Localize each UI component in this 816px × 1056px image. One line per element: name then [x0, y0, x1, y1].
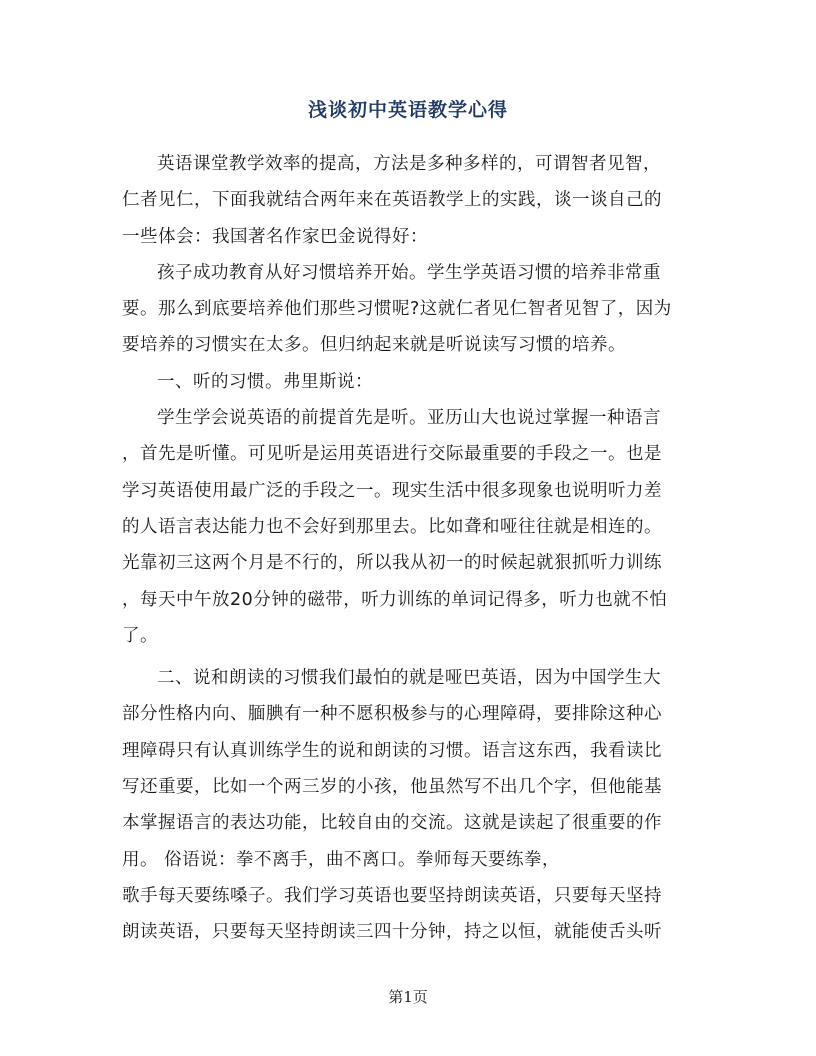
text-line: 一、听的习惯。弗里斯说： [157, 371, 373, 392]
text-line: 要。那么到底要培养他们那些习惯呢?这就仁者见仁智者见智了，因为 [122, 299, 672, 320]
text-line: ，每天中午放20分钟的磁带，听力训练的单词记得多，听力也就不怕 [122, 589, 668, 610]
text-line: 理障碍只有认真训练学生的说和朗读的习惯。语言这东西，我看读比 [122, 740, 662, 761]
text-line: 本掌握语言的表达功能，比较自由的交流。这就是读起了很重要的作 [122, 813, 662, 834]
paragraph-3 [122, 364, 698, 400]
document-body [122, 146, 698, 951]
text-line: 朗读英语，只要每天坚持朗读三四十分钟，持之以恒，就能使舌头听 [122, 922, 662, 943]
text-line: 歌手每天要练嗓子。我们学习英语也要坚持朗读英语，只要每天坚持 [122, 885, 662, 906]
text-line: 二、说和朗读的习惯我们最怕的就是哑巴英语，因为中国学生大 [157, 668, 661, 689]
paragraph-4 [122, 400, 698, 654]
paragraph-6 [122, 878, 698, 951]
text-line: 用。 俗语说：拳不离手，曲不离口。拳师每天要练拳， [122, 849, 561, 870]
document-title: 浅谈初中英语教学心得 [307, 99, 508, 121]
text-line: 光靠初三这两个月是不行的，所以我从初一的时候起就狠抓听力训练 [122, 553, 662, 574]
text-line: 学生学会说英语的前提首先是听。亚历山大也说过掌握一种语言 [157, 408, 661, 429]
text-line: 的人语言表达能力也不会好到那里去。比如聋和哑往往就是相连的。 [122, 516, 662, 537]
text-line: ，首先是听懂。可见听是运用英语进行交际最重要的手段之一。也是 [122, 444, 662, 465]
text-line: 学习英语使用最广泛的手段之一。现实生活中很多现象也说明听力差 [122, 480, 662, 501]
text-line: 要培养的习惯实在太多。但归纳起来就是听说读写习惯的培养。 [122, 335, 626, 356]
paragraph-2 [122, 255, 698, 364]
text-line: 了。 [122, 625, 158, 646]
text-line: 写还重要，比如一个两三岁的小孩，他虽然写不出几个字，但他能基 [122, 777, 662, 798]
paragraph-1 [122, 146, 698, 255]
text-line: 英语课堂教学效率的提高，方法是多种多样的，可谓智者见智， [157, 154, 661, 174]
text-line: 仁者见仁，下面我就结合两年来在英语教学上的实践，谈一谈自己的 [122, 190, 662, 211]
text-line: 部分性格内向、腼腆有一种不愿积极参与的心理障碍，要排除这种心 [122, 704, 662, 725]
text-line: 孩子成功教育从好习惯培养开始。学生学英语习惯的培养非常重 [157, 262, 661, 283]
paragraph-5 [122, 660, 698, 878]
text-line: 一些体会：我国著名作家巴金说得好： [122, 226, 428, 247]
page-number: 第1页 [388, 988, 428, 1006]
